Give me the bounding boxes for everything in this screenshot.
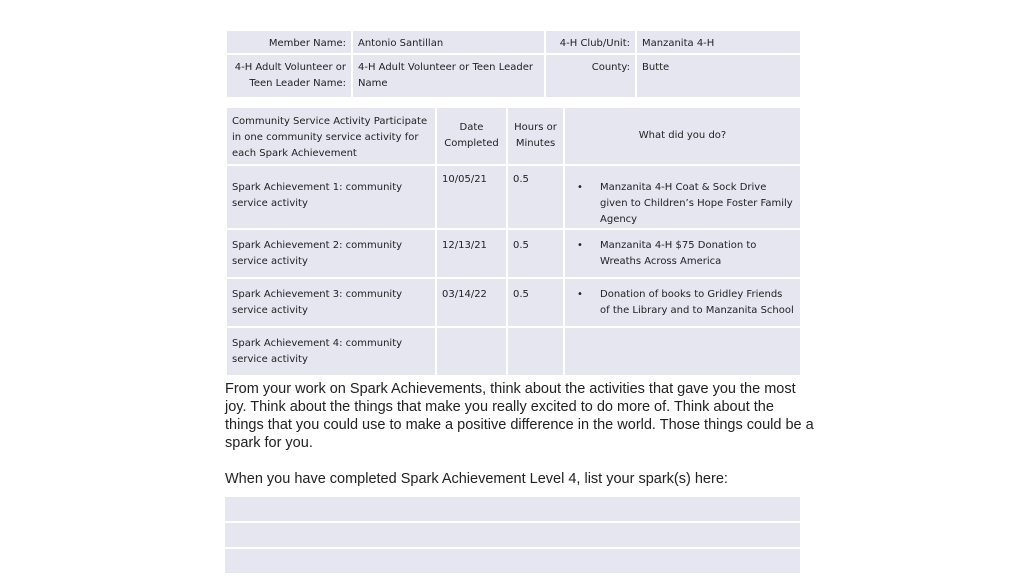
- header-activity: Community Service Activity Participate in one community service activity for each Spark Achievement: [226, 107, 436, 165]
- member-name-value[interactable]: Antonio Santillan: [352, 30, 545, 54]
- row-hours[interactable]: 0.5: [507, 278, 564, 327]
- row-date[interactable]: 12/13/21: [436, 229, 507, 278]
- bullet-icon: •: [577, 240, 583, 251]
- header-what: What did you do?: [564, 107, 801, 165]
- instructions: [225, 380, 815, 488]
- community-service-table: [225, 106, 802, 377]
- row-date[interactable]: 03/14/22: [436, 278, 507, 327]
- table-row: [226, 278, 801, 327]
- row-activity: Spark Achievement 1: community service activity: [226, 165, 436, 229]
- county-label: County:: [545, 54, 636, 98]
- row-what[interactable]: [564, 327, 801, 376]
- row-hours[interactable]: [507, 327, 564, 376]
- county-value[interactable]: Butte: [636, 54, 801, 98]
- row-date[interactable]: [436, 327, 507, 376]
- table-row: [226, 165, 801, 229]
- row-activity: Spark Achievement 4: community service activity: [226, 327, 436, 376]
- row-what[interactable]: [564, 165, 801, 229]
- member-info-table: [225, 29, 802, 99]
- row-hours[interactable]: 0.5: [507, 229, 564, 278]
- row-activity: Spark Achievement 2: community service activity: [226, 229, 436, 278]
- bullet-icon: •: [577, 182, 583, 193]
- spark-entry-field[interactable]: [225, 549, 800, 573]
- table-row: [226, 229, 801, 278]
- leader-name-label: 4-H Adult Volunteer or Teen Leader Name:: [226, 54, 352, 98]
- header-date: Date Completed: [436, 107, 507, 165]
- table-row: [226, 327, 801, 376]
- row-what-text: Donation of books to Gridley Friends of the Library and to Manzanita School: [600, 289, 794, 316]
- row-what[interactable]: [564, 229, 801, 278]
- row-date[interactable]: 10/05/21: [436, 165, 507, 229]
- row-hours[interactable]: 0.5: [507, 165, 564, 229]
- spark-entry-field[interactable]: [225, 497, 800, 521]
- spark-prompt: When you have completed Spark Achievement Level 4, list your spark(s) here:: [225, 471, 728, 487]
- leader-name-value[interactable]: 4-H Adult Volunteer or Teen Leader Name: [352, 54, 545, 98]
- instructions-paragraph: From your work on Spark Achievements, think about the activities that gave you the most joy. Think about the things that make you really excited to do more of. Think about the things that you could use to make a positive difference in the world. Those things could be a spark for you.: [225, 381, 814, 451]
- row-what-text: Manzanita 4-H $75 Donation to Wreaths Across America: [600, 240, 757, 267]
- bullet-icon: •: [577, 289, 583, 300]
- row-activity: Spark Achievement 3: community service activity: [226, 278, 436, 327]
- spark-entry-field[interactable]: [225, 523, 800, 547]
- club-label: 4-H Club/Unit:: [545, 30, 636, 54]
- club-value[interactable]: Manzanita 4-H: [636, 30, 801, 54]
- member-name-label: Member Name:: [226, 30, 352, 54]
- row-what-text: Manzanita 4-H Coat & Sock Drive given to Children’s Hope Foster Family Agency: [600, 182, 793, 225]
- header-hours: Hours or Minutes: [507, 107, 564, 165]
- spark-list: [225, 497, 800, 575]
- row-what[interactable]: [564, 278, 801, 327]
